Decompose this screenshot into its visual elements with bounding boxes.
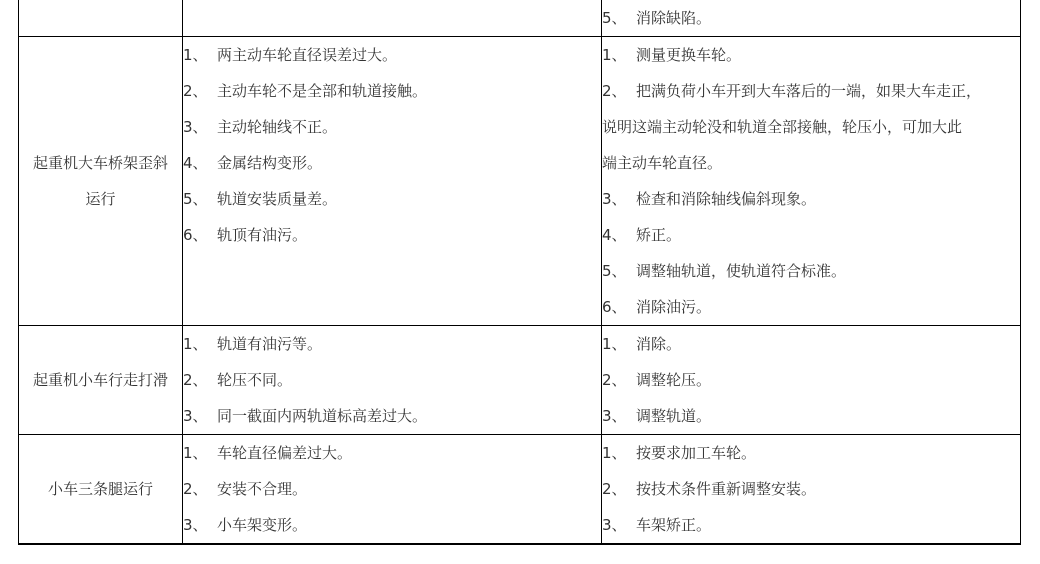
list-item: 3、 小车架变形。 — [183, 516, 308, 534]
list-item: 2、 安装不合理。 — [183, 480, 308, 498]
list-item: 2、 把满负荷小车开到大车落后的一端，如果大车走正， — [602, 82, 982, 100]
list-item: 1、 轨道有油污等。 — [183, 335, 323, 353]
list-item: 3、 检查和消除轴线偏斜现象。 — [602, 190, 817, 208]
list-item: 3、 车架矫正。 — [602, 516, 712, 534]
list-item: 2、 轮压不同。 — [183, 371, 293, 389]
list-item: 1、 车轮直径偏差过大。 — [183, 444, 353, 462]
table-row — [19, 37, 1021, 326]
list-item: 6、 消除油污。 — [602, 298, 712, 316]
list-item: 5、 调整轴轨道，使轨道符合标准。 — [602, 262, 847, 280]
list-item: 1、 消除。 — [602, 335, 682, 353]
remedy-cell — [602, 435, 1021, 545]
list-item-continuation: 端主动车轮直径。 — [602, 154, 723, 172]
fault-table — [18, 0, 1020, 545]
remedy-cell — [602, 37, 1021, 326]
list-item: 4、 金属结构变形。 — [183, 154, 323, 172]
remedy-cell — [602, 0, 1021, 37]
list-item: 1、 两主动车轮直径误差过大。 — [183, 46, 398, 64]
list-item: 1、 测量更换车轮。 — [602, 46, 742, 64]
cause-cell — [183, 37, 602, 326]
table-row — [19, 435, 1021, 545]
fault-name-line: 小车三条腿运行 — [47, 480, 153, 498]
fault-name-line: 运行 — [85, 190, 116, 208]
list-item: 2、 调整轮压。 — [602, 371, 712, 389]
fault-name-line: 起重机大车桥架歪斜 — [32, 154, 168, 172]
list-item: 3、 调整轨道。 — [602, 407, 712, 425]
list-item: 1、 按要求加工车轮。 — [602, 444, 757, 462]
list-item: 3、 同一截面内两轨道标高差过大。 — [183, 407, 428, 425]
fault-name-cell — [19, 37, 183, 326]
list-item: 6、 轨顶有油污。 — [183, 226, 308, 244]
cause-cell — [183, 435, 602, 545]
fault-name-cell — [19, 326, 183, 435]
list-item: 2、 按技术条件重新调整安装。 — [602, 480, 817, 498]
cause-cell — [183, 0, 602, 37]
fault-name-line: 起重机小车行走打滑 — [32, 371, 168, 389]
table-row — [19, 326, 1021, 435]
remedy-cell — [602, 326, 1021, 435]
list-item: 4、 矫正。 — [602, 226, 682, 244]
fault-grid — [18, 0, 1021, 545]
fault-name-cell — [19, 0, 183, 37]
cause-cell — [183, 326, 602, 435]
list-item: 2、 主动车轮不是全部和轨道接触。 — [183, 82, 428, 100]
list-item: 5、 消除缺陷。 — [602, 9, 712, 27]
table-row — [19, 0, 1021, 37]
list-item: 5、 轨道安装质量差。 — [183, 190, 338, 208]
list-item-continuation: 说明这端主动轮没和轨道全部接触，轮压小，可加大此 — [602, 118, 963, 136]
fault-name-cell — [19, 435, 183, 545]
list-item: 3、 主动轮轴线不正。 — [183, 118, 338, 136]
